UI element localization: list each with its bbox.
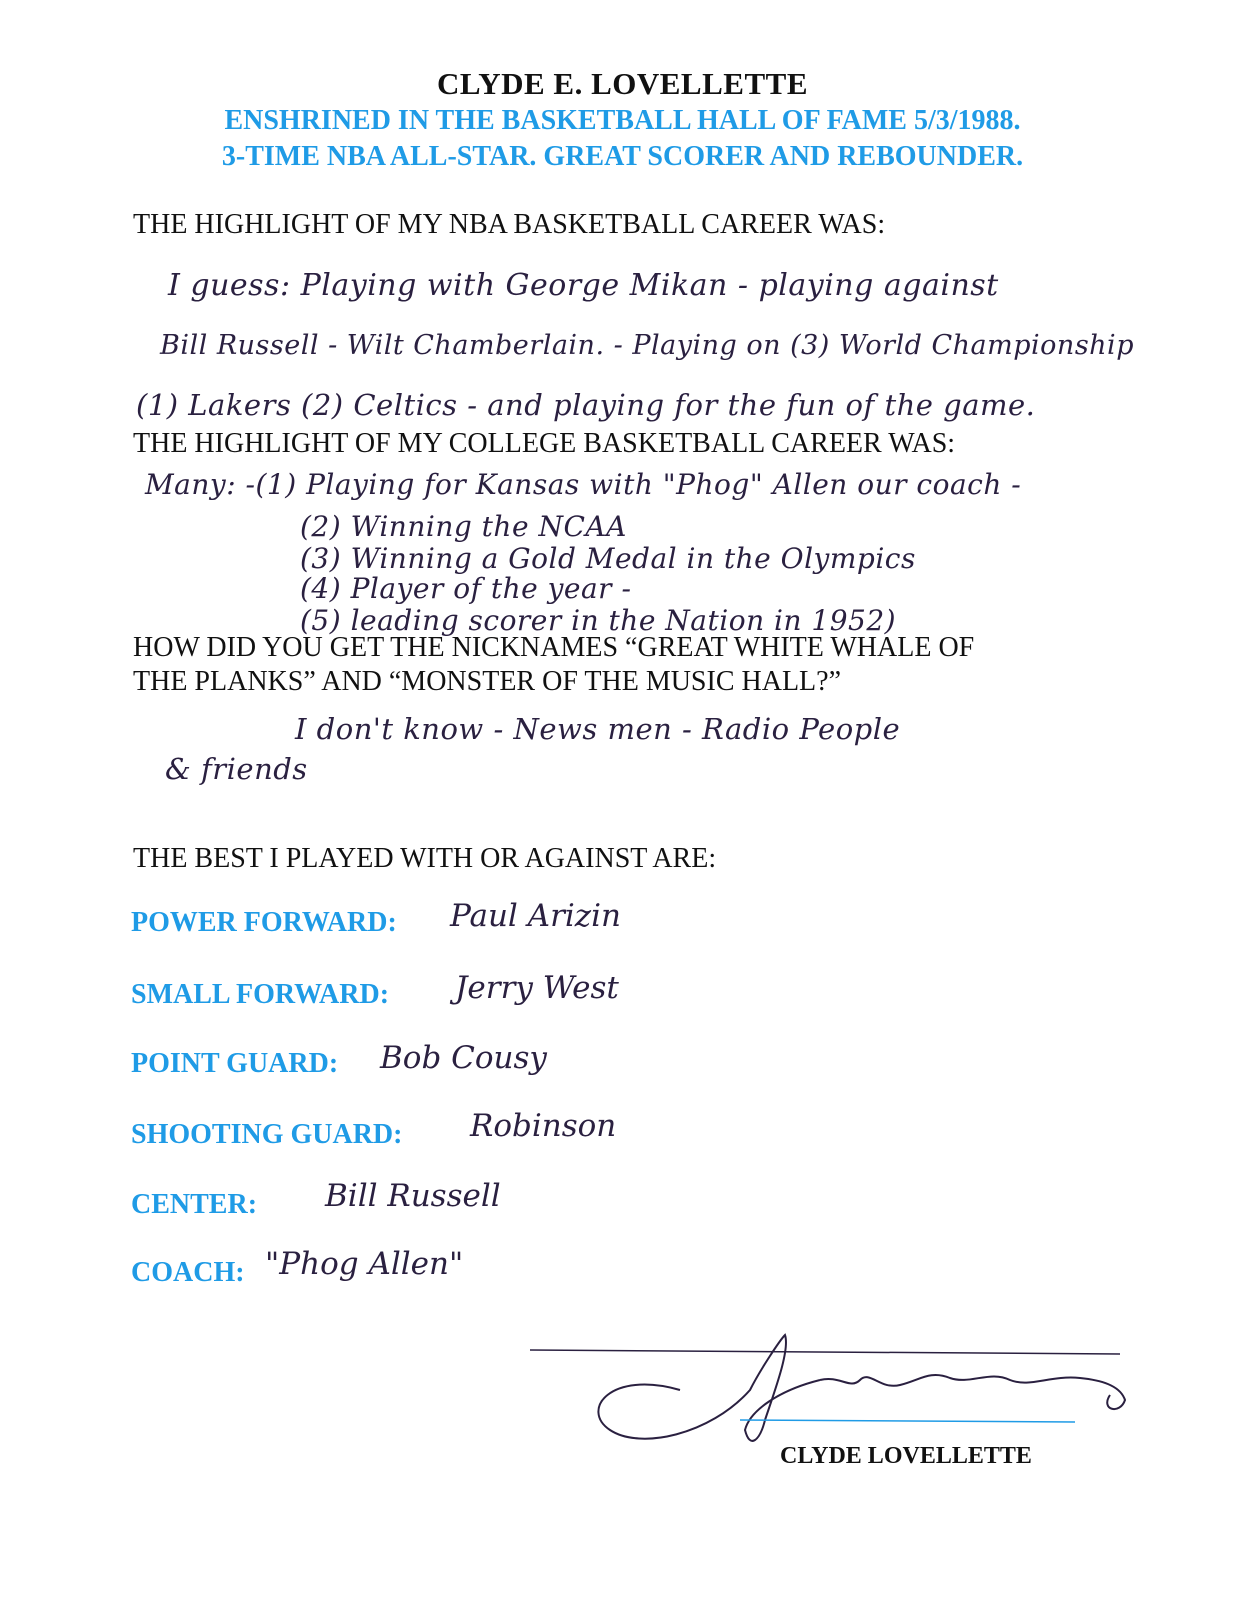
power-forward-label: POWER FORWARD:: [131, 907, 397, 938]
point-guard-answer: Bob Cousy: [380, 1040, 547, 1076]
college-highlight-question: THE HIGHLIGHT OF MY COLLEGE BASKETBALL CAREER WAS:: [133, 428, 956, 459]
best-players-heading: THE BEST I PLAYED WITH OR AGAINST ARE:: [133, 843, 717, 874]
nba-answer-line-1: I guess: Playing with George Mikan - playing against: [168, 268, 999, 303]
shooting-guard-label: SHOOTING GUARD:: [131, 1119, 403, 1150]
nickname-question-line-1: HOW DID YOU GET THE NICKNAMES “GREAT WHITE WHALE OF: [133, 632, 975, 663]
all-star-line: 3-TIME NBA ALL-STAR. GREAT SCORER AND REBOUNDER.: [221, 141, 1024, 172]
coach-label: COACH:: [131, 1257, 245, 1288]
signature-caption: CLYDE LOVELLETTE: [780, 1443, 1032, 1469]
coach-answer: "Phog Allen": [265, 1246, 464, 1282]
center-label: CENTER:: [131, 1189, 258, 1220]
nba-highlight-question: THE HIGHLIGHT OF MY NBA BASKETBALL CAREER WAS:: [133, 209, 886, 240]
nba-answer-line-2: Bill Russell - Wilt Chamberlain. - Playing on (3) World Championship: [160, 330, 1134, 361]
college-answer-line-1: Many: -(1) Playing for Kansas with "Phog" Allen our coach -: [145, 468, 1022, 501]
small-forward-label: SMALL FORWARD:: [131, 979, 390, 1010]
nickname-question-line-2: THE PLANKS” AND “MONSTER OF THE MUSIC HALL?”: [133, 666, 842, 697]
small-forward-answer: Jerry West: [455, 970, 619, 1006]
college-answer-line-3: (3) Winning a Gold Medal in the Olympics: [300, 542, 916, 575]
power-forward-answer: Paul Arizin: [450, 898, 622, 934]
player-name: CLYDE E. LOVELLETTE: [436, 66, 808, 101]
nickname-answer-line-2: & friends: [165, 752, 308, 786]
college-answer-line-4: (4) Player of the year -: [300, 572, 632, 605]
point-guard-label: POINT GUARD:: [131, 1048, 339, 1079]
nickname-answer-line-1: I don't know - News men - Radio People: [295, 712, 901, 746]
college-answer-line-2: (2) Winning the NCAA: [300, 510, 627, 543]
center-answer: Bill Russell: [325, 1178, 501, 1214]
college-answer-line-5: (5) leading scorer in the Nation in 1952): [300, 604, 897, 637]
shooting-guard-answer: Robinson: [470, 1108, 617, 1144]
nba-answer-line-3: (1) Lakers (2) Celtics - and playing for the fun of the game.: [136, 388, 1036, 422]
hall-of-fame-line: ENSHRINED IN THE BASKETBALL HALL OF FAME 5/3/1988.: [224, 105, 1021, 136]
